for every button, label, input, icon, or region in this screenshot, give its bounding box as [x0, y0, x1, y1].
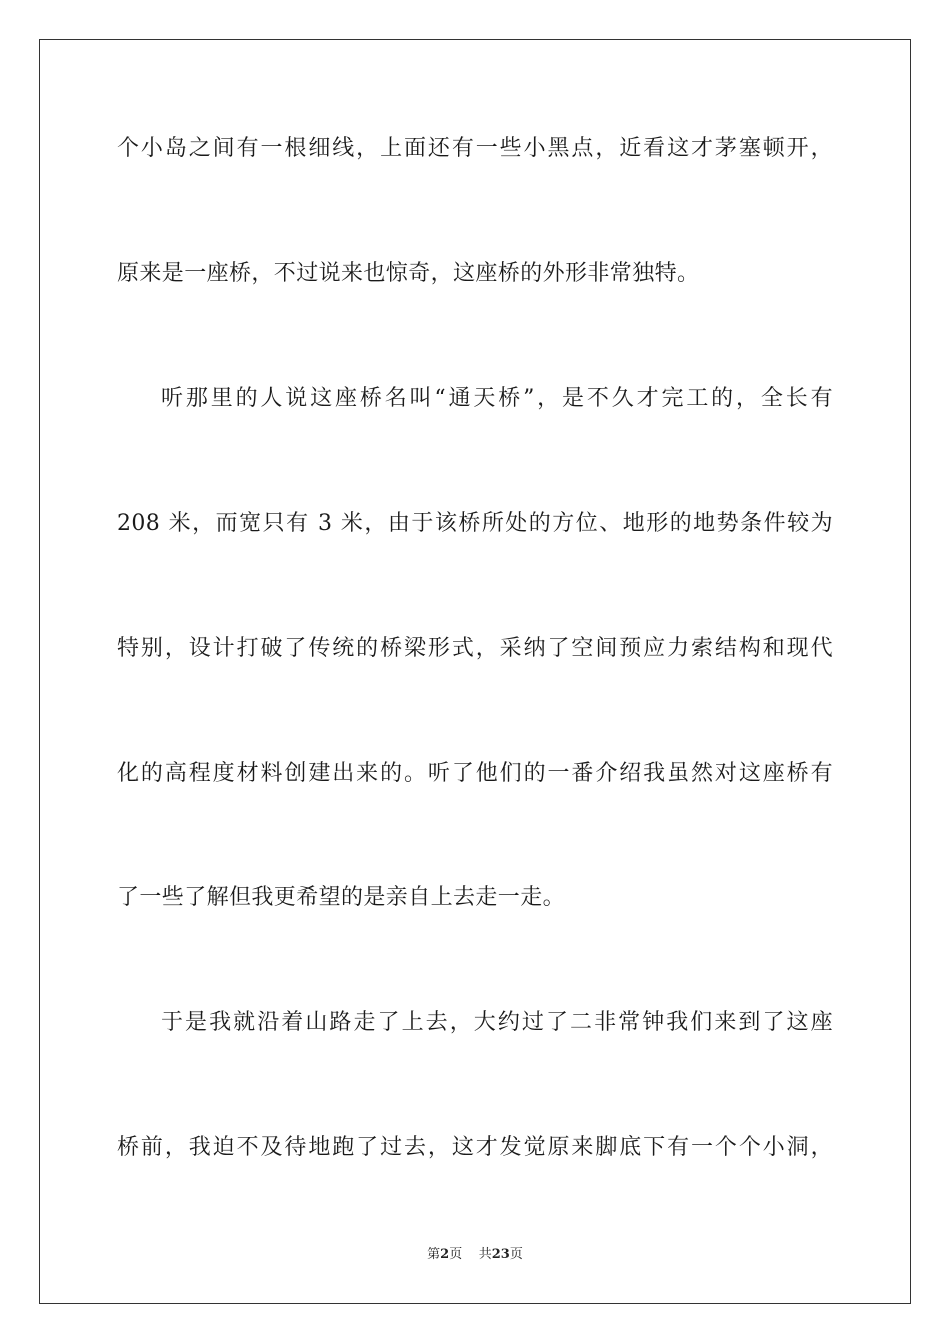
text-line: 了一些了解但我更希望的是亲自上去走一走。: [117, 885, 566, 910]
text-line: 于是我就沿着山路走了上去，大约过了二非常钟我们来到了这座: [161, 1010, 833, 1035]
page-number-label: 第2页: [427, 1247, 463, 1262]
page-footer: [0, 1246, 950, 1264]
text-line: 特别，设计打破了传统的桥梁形式，采纳了空间预应力索结构和现代: [117, 636, 833, 661]
text-line: 听那里的人说这座桥名叫“通天桥”，是不久才完工的，全长有: [161, 386, 833, 411]
page-border: [39, 39, 911, 1304]
text-line: 个小岛之间有一根细线，上面还有一些小黑点，近看这才茅塞顿开，: [117, 136, 833, 161]
total-pages-label: 共23页: [478, 1247, 523, 1262]
text-line: 原来是一座桥，不过说来也惊奇，这座桥的外形非常独特。: [117, 261, 700, 286]
text-line: 化的高程度材料创建出来的。听了他们的一番介绍我虽然对这座桥有: [117, 761, 833, 786]
text-line: 208 米，而宽只有 3 米，由于该桥所处的方位、地形的地势条件较为: [117, 511, 833, 536]
text-line: 桥前，我迫不及待地跑了过去，这才发觉原来脚底下有一个个小洞，: [117, 1135, 833, 1160]
